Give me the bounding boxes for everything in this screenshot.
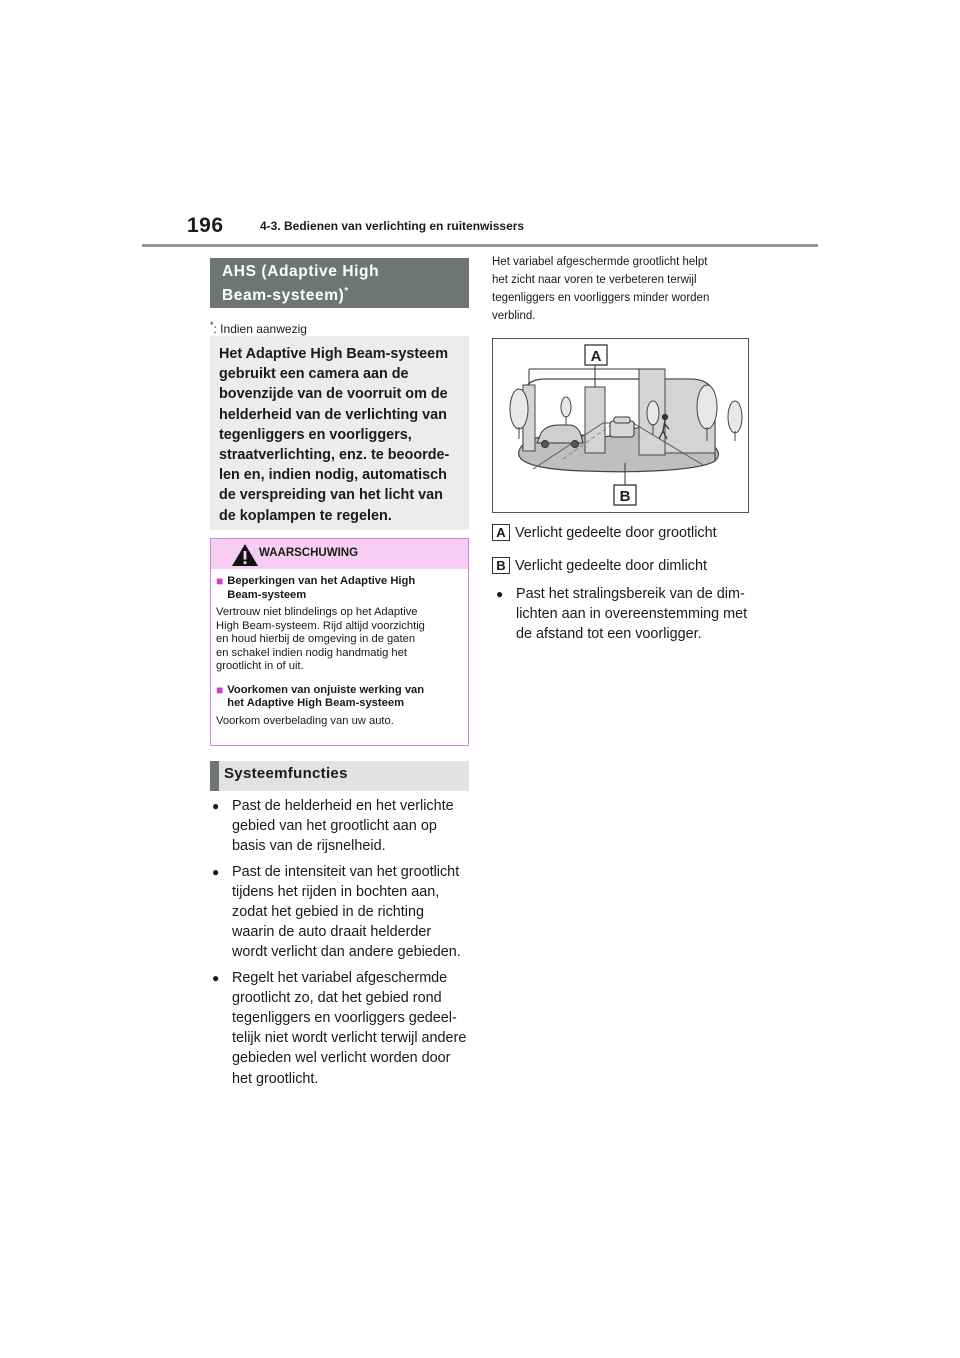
- right-bullet-list: [496, 584, 752, 650]
- bullet-line: Past de helderheid en het verlichte: [232, 798, 454, 814]
- warning-body: [211, 569, 468, 728]
- warning-item-title-line: het Adaptive High Beam-systeem: [227, 697, 405, 709]
- square-bullet-icon: ■: [216, 682, 224, 697]
- warning-box: [210, 538, 469, 746]
- intro-line: bovenzijde van de voorruit om de: [219, 386, 448, 403]
- bullet-line: zodat het gebied in de richting: [232, 904, 425, 921]
- right-intro-line: Het variabel afgeschermde grootlicht helpt: [492, 256, 708, 268]
- list-item: [212, 862, 470, 963]
- bullet-line: grootlicht zo, dat het gebied rond: [232, 989, 442, 1006]
- ahs-heading-line2: Beam-systeem): [222, 287, 345, 305]
- right-intro: [492, 253, 750, 325]
- warning-text-line: en houd hierbij de omgeving in de gaten: [216, 633, 416, 645]
- bullet-line: het grootlicht.: [232, 1070, 319, 1087]
- header-rule: [142, 244, 818, 247]
- legend-item-a: [492, 524, 717, 541]
- legend-item-b: [492, 557, 707, 574]
- figure-label-b: B: [619, 488, 631, 505]
- warning-text-line: High Beam-systeem. Rijd altijd voorzichtig: [216, 619, 425, 632]
- footnote-marker: *: [210, 320, 214, 330]
- legend-key-b: B: [492, 557, 510, 574]
- warning-text-line: grootlicht in of uit.: [216, 660, 304, 672]
- bullet-line: de afstand tot een voorligger.: [516, 626, 702, 643]
- warning-item-title-line: Beperkingen van het Adaptive High: [227, 575, 416, 587]
- warning-title: WAARSCHUWING: [259, 547, 359, 559]
- warning-item-title: [216, 575, 463, 602]
- list-item: [212, 968, 470, 1089]
- warning-text-line: en schakel indien nodig handmatig het: [216, 646, 407, 659]
- legend-text-b: Verlicht gedeelte door dimlicht: [515, 557, 707, 574]
- page-number: 196: [187, 214, 224, 237]
- left-bullet-list: [212, 796, 470, 1094]
- warning-text-line: Voorkom overbelading van uw auto.: [216, 714, 394, 727]
- bullet-line: Past de intensiteit van het grootlicht: [232, 863, 460, 880]
- warning-item-title: [216, 684, 463, 711]
- functions-heading: Systeemfuncties: [210, 761, 469, 791]
- bullet-line: gebied van het grootlicht aan op: [232, 818, 437, 835]
- bullet-line: gebieden wel verlicht worden door: [232, 1050, 451, 1067]
- bullet-dot-icon: ●: [212, 799, 220, 813]
- intro-box: [210, 336, 469, 530]
- intro-line: Het Adaptive High Beam-systeem: [219, 346, 448, 362]
- bullet-line: tijdens het rijden in bochten aan,: [232, 883, 440, 900]
- right-intro-line: het zicht naar voren te verbeteren terwijl: [492, 274, 697, 286]
- ahs-heading-marker: *: [344, 286, 349, 297]
- warning-item-title-line: Beam-systeem: [227, 588, 307, 601]
- list-item: [212, 796, 470, 857]
- intro-line: helderheid van de verlichting van: [219, 406, 447, 423]
- bullet-line: tegenliggers en voorliggers gedeel-: [232, 1010, 457, 1027]
- intro-line: tegenliggers en voorliggers,: [219, 426, 412, 443]
- intro-line: de koplampen te regelen.: [219, 507, 392, 524]
- intro-line: de verspreiding van het licht van: [219, 487, 443, 504]
- ahs-heading: [210, 258, 469, 308]
- footnote-text: : Indien aanwezig: [213, 322, 307, 336]
- bullet-line: basis van de rijsnelheid.: [232, 838, 386, 855]
- intro-line: gebruikt een camera aan de: [219, 366, 409, 383]
- warning-item-text: [216, 715, 463, 729]
- bullet-dot-icon: ●: [212, 864, 220, 879]
- right-intro-line: verblind.: [492, 310, 536, 322]
- legend-text-a: Verlicht gedeelte door grootlicht: [515, 524, 717, 541]
- intro-line: straatverlichting, enz. te beoorde-: [219, 447, 450, 464]
- ahs-heading-line1: AHS (Adaptive High: [222, 263, 380, 280]
- warning-header: [211, 539, 468, 569]
- warning-item-title-line: Voorkomen van onjuiste werking van: [227, 683, 425, 696]
- warning-text-line: Vertrouw niet blindelings op het Adaptive: [216, 606, 418, 618]
- legend-key-a: A: [492, 524, 510, 541]
- headlight-illustration: [493, 339, 748, 512]
- right-intro-line: tegenliggers en voorliggers minder worden: [492, 292, 710, 304]
- bullet-line: lichten aan in overeenstemming met: [516, 606, 748, 623]
- bullet-line: waarin de auto draait helderder: [232, 924, 432, 941]
- square-bullet-icon: ■: [216, 574, 224, 588]
- warning-icon: [231, 543, 259, 567]
- bullet-line: wordt verlicht dan andere gebieden.: [232, 944, 461, 961]
- bullet-dot-icon: ●: [212, 970, 220, 985]
- bullet-line: Regelt het variabel afgeschermde: [232, 969, 448, 986]
- footnote: [210, 320, 307, 336]
- warning-item-text: [216, 606, 463, 674]
- bullet-line: telijk niet wordt verlicht terwijl andere: [232, 1030, 467, 1047]
- headlight-figure: [492, 338, 749, 513]
- figure-label-a: A: [590, 348, 602, 365]
- bullet-line: Past het stralingsbereik van de dim-: [516, 586, 745, 602]
- bullet-dot-icon: ●: [496, 587, 504, 601]
- intro-line: len en, indien nodig, automatisch: [219, 467, 447, 484]
- list-item: [496, 584, 752, 645]
- section-title: 4-3. Bedienen van verlichting en ruitenwissers: [260, 219, 525, 233]
